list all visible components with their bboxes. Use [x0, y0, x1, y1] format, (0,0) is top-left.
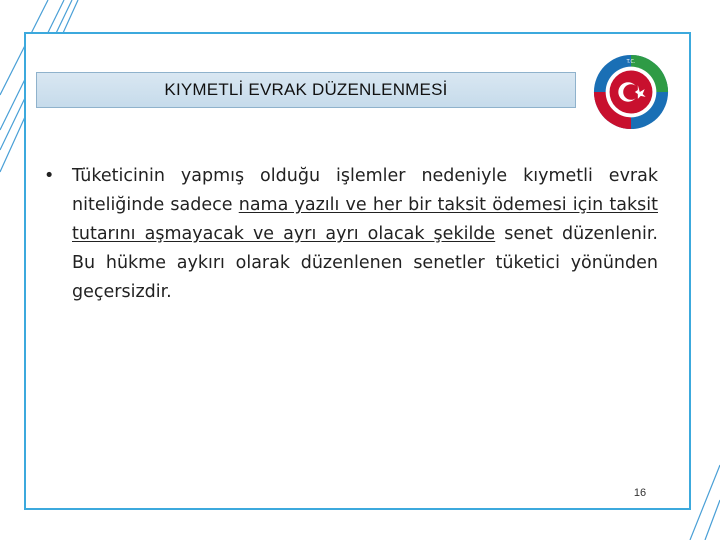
bullet-marker: • — [44, 166, 55, 186]
body-rest: senet düzenlenir. Bu hükme aykırı olarak düzenlenen senetler tüketici yönünden geçersizdir. — [72, 224, 658, 302]
slide-title: KIYMETLİ EVRAK DÜZENLENMESİ — [164, 80, 448, 99]
body-underlined-phrase: nama yazılı ve her bir taksit ödemesi için taksit tutarını aşmayacak ve ayrı ayrı olacak şekilde — [72, 195, 658, 244]
title-banner — [36, 72, 576, 108]
page-number: 16 — [633, 487, 647, 499]
bullet-text — [72, 162, 658, 307]
body-intro: Tüketicinin yapmış olduğu işlemler nedeniyle kıymetli evrak niteliğinde sadece — [72, 166, 658, 215]
svg-text:T.C.: T.C. — [626, 58, 636, 65]
ministry-seal-icon — [592, 53, 670, 131]
bullet-item — [44, 162, 658, 307]
